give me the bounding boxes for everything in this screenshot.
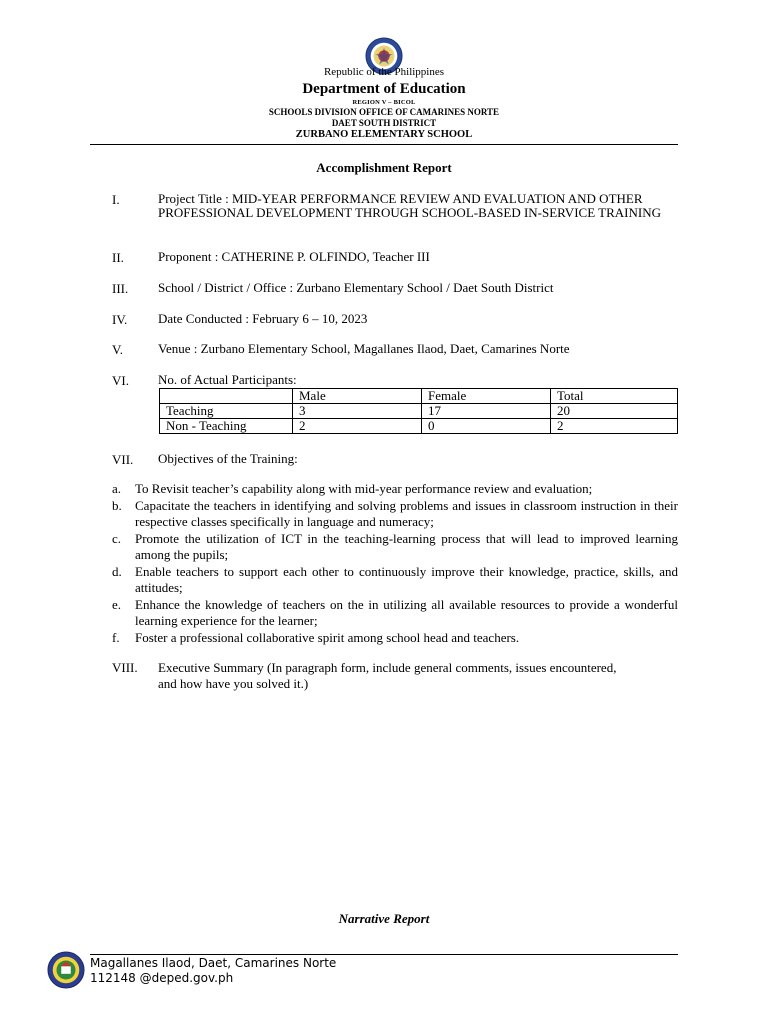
list-item-letter: e. — [112, 596, 122, 612]
list-item — [112, 597, 678, 630]
list-item-letter: f. — [112, 629, 120, 645]
list-item-letter: d. — [112, 563, 122, 579]
table-header-cell: Total — [551, 389, 678, 404]
school-district-office: School / District / Office : Zurbano Elementary School / Daet South District — [158, 280, 554, 295]
header-divider — [90, 144, 678, 145]
narrative-report-heading: Narrative Report — [338, 911, 430, 926]
header-department: Department of Education — [302, 81, 466, 97]
list-item-text: Foster a professional collaborative spirit among school head and teachers. — [135, 629, 520, 645]
list-item-text: Capacitate the teachers in identifying and solving problems and issues in classroom instruction in their respective classes specifically in language and numeracy; — [135, 497, 678, 529]
list-item-text: Promote the utilization of ICT in the teaching-learning process that will lead to improved learning among the pupils; — [135, 530, 678, 562]
table-cell: 20 — [551, 404, 678, 419]
objectives-heading: Objectives of the Training: — [158, 451, 298, 466]
section-num-venue: V. — [112, 342, 123, 357]
list-item-letter: a. — [112, 481, 122, 496]
section-num-date: IV. — [112, 312, 128, 327]
list-item-text: To Revisit teacher’s capability along with mid-year performance review and evaluation; — [135, 481, 593, 496]
date-conducted: Date Conducted : February 6 – 10, 2023 — [158, 311, 368, 326]
list-item-letter: b. — [112, 497, 122, 513]
list-item — [112, 564, 678, 597]
header-school: ZURBANO ELEMENTARY SCHOOL — [295, 129, 473, 140]
table-header-cell: Male — [293, 389, 422, 404]
list-item — [112, 481, 678, 498]
section-num-objectives: VII. — [112, 452, 134, 467]
report-title: Accomplishment Report — [316, 160, 452, 175]
participants-heading: No. of Actual Participants: — [158, 372, 297, 387]
table-header-cell: Female — [422, 389, 551, 404]
section-num-participants: VI. — [112, 373, 129, 388]
footer-address: Magallanes Ilaod, Daet, Camarines Norte — [90, 956, 337, 970]
section-num-project: I. — [112, 192, 120, 207]
list-item-letter: c. — [112, 530, 122, 546]
list-item-text: Enhance the knowledge of teachers on the in utilizing all available resources to provide a wonderful learning experience for the learner; — [135, 596, 678, 628]
header-region: REGION V – BICOL — [352, 99, 416, 106]
section-num-summary: VIII. — [112, 660, 138, 675]
footer-divider — [90, 954, 678, 955]
list-item-text: Enable teachers to support each other to continuously improve their knowledge, practice, skills, and attitudes; — [135, 563, 678, 595]
proponent: Proponent : CATHERINE P. OLFINDO, Teacher III — [158, 249, 430, 264]
table-header-cell — [160, 389, 293, 404]
list-item — [112, 531, 678, 564]
footer-contact: 112148 @deped.gov.ph — [90, 971, 234, 985]
table-header-row — [160, 389, 678, 404]
table-row — [160, 404, 678, 419]
project-title: Project Title : MID-YEAR PERFORMANCE REVIEW AND EVALUATION AND OTHER PROFESSIONAL DEVELOPMENT THROUGH SCHOOL-BASED IN-SERVICE TRAINING — [158, 191, 661, 220]
table-cell: Non - Teaching — [160, 419, 293, 434]
executive-summary: Executive Summary (In paragraph form, include general comments, issues encountered, and how have you solved it.) — [158, 660, 617, 691]
section-num-proponent: II. — [112, 250, 124, 265]
venue: Venue : Zurbano Elementary School, Magallanes Ilaod, Daet, Camarines Norte — [158, 341, 570, 356]
table-cell: Teaching — [160, 404, 293, 419]
table-cell: 2 — [293, 419, 422, 434]
list-item — [112, 630, 678, 647]
header-district: DAET SOUTH DISTRICT — [331, 118, 437, 128]
table-cell: 0 — [422, 419, 551, 434]
section-num-school: III. — [112, 281, 129, 296]
school-seal-icon — [47, 951, 85, 989]
header-division: SCHOOLS DIVISION OFFICE OF CAMARINES NORTE — [268, 107, 500, 117]
table-row — [160, 419, 678, 434]
table-cell: 3 — [293, 404, 422, 419]
participants-table — [159, 388, 678, 434]
objectives-list — [112, 481, 678, 646]
list-item — [112, 498, 678, 531]
header-republic: Republic of the Philippines — [323, 66, 445, 78]
table-cell: 2 — [551, 419, 678, 434]
table-cell: 17 — [422, 404, 551, 419]
